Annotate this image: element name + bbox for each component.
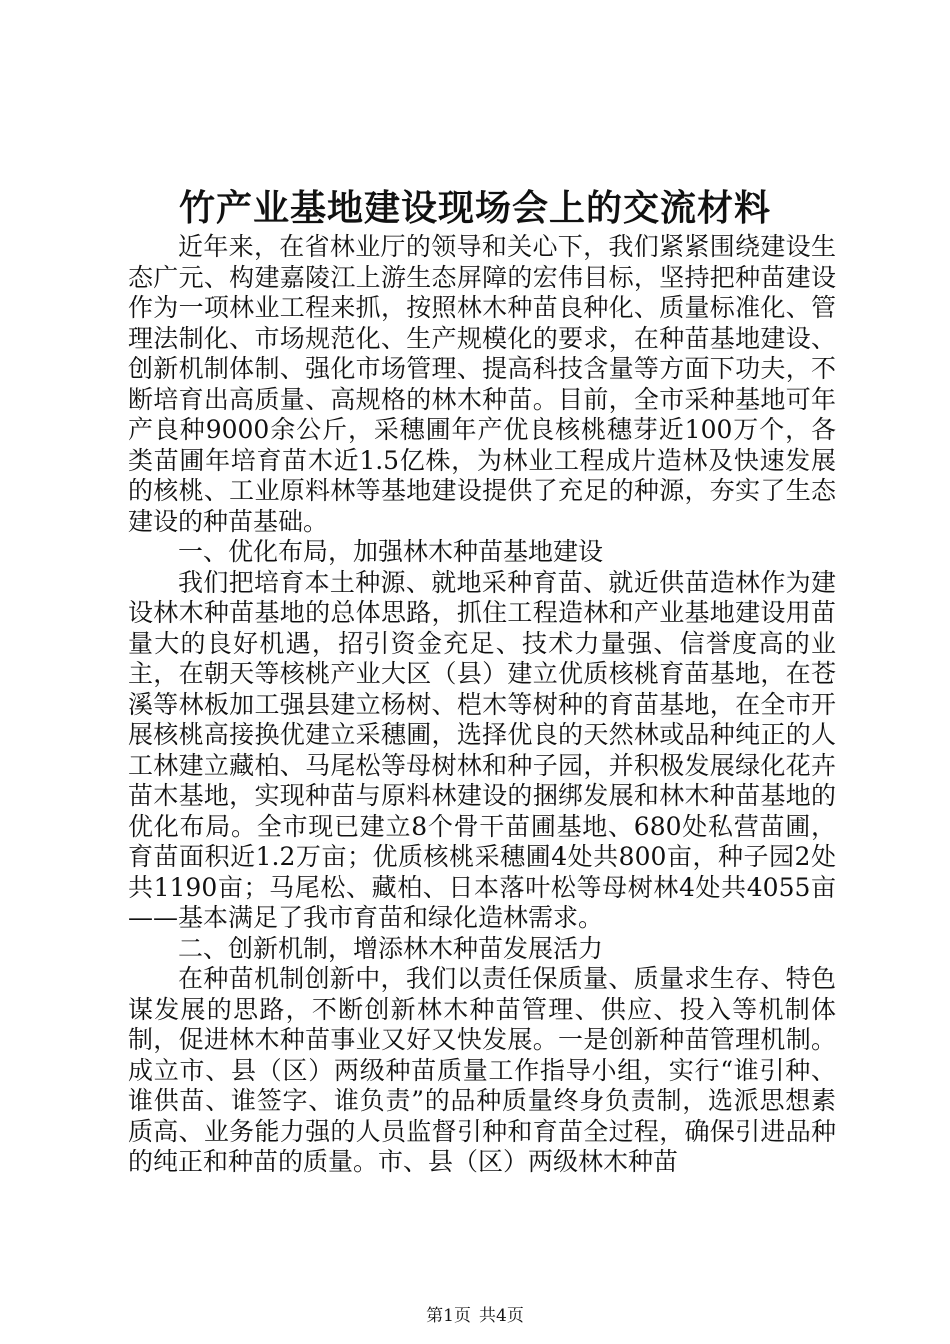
page-number: 第1页 xyxy=(426,1306,471,1326)
page-total: 共4页 xyxy=(479,1306,524,1326)
paragraph-intro: 近年来，在省林业厅的领导和关心下，我们紧紧围绕建设生态广元、构建嘉陵江上游生态屏障的宏伟目标，坚持把种苗建设作为一项林业工程来抓，按照林木种苗良种化、质量标准化、管理法制化、市场规范化、生产规模化的要求，在种苗基地建设、创新机制体制、强化市场管理、提高科技含量等方面下功夫，不断培育出高质量、高规格的林木种苗。目前，全市采种基地可年产良种9000余公斤，采穗圃年产优良核桃穗芽近100万个，各类苗圃年培育苗木近1.5亿株，为林业工程成片造林及快速发展的核桃、工业原料林等基地建设提供了充足的种源，夯实了生态建设的种苗基础。 xyxy=(128,232,836,536)
page-footer xyxy=(0,1305,950,1327)
section-heading-1: 一、优化布局，加强林木种苗基地建设 xyxy=(178,537,604,566)
paragraph-section-2: 在种苗机制创新中，我们以责任保质量、质量求生存、特色谋发展的思路，不断创新林木种苗管理、供应、投入等机制体制，促进林木种苗事业又好又快发展。一是创新种苗管理机制。成立市、县（区）两级种苗质量工作指导小组，实行“谁引种、谁供苗、谁签字、谁负责”的品种质量终身负责制，选派思想素质高、业务能力强的人员监督引种和育苗全过程，确保引进品种的纯正和种苗的质量。市、县（区）两级林木种苗 xyxy=(128,964,836,1176)
document-title: 竹产业基地建设现场会上的交流材料 xyxy=(178,187,771,229)
document-body xyxy=(128,232,836,1178)
paragraph-section-1: 我们把培育本土种源、就地采种育苗、就近供苗造林作为建设林木种苗基地的总体思路，抓住工程造林和产业基地建设用苗量大的良好机遇，招引资金充足、技术力量强、信誉度高的业主，在朝天等核桃产业大区（县）建立优质核桃育苗基地，在苍溪等林板加工强县建立杨树、桤木等树种的育苗基地，在全市开展核桃高接换优建立采穗圃，选择优良的天然林或品种纯正的人工林建立藏柏、马尾松等母树林和种子园，并积极发展绿化花卉苗木基地，实现种苗与原料林建设的捆绑发展和林木种苗基地的优化布局。全市现已建立8个骨干苗圃基地、680处私营苗圃，育苗面积近1.2万亩；优质核桃采穗圃4处共800亩，种子园2处共1190亩；马尾松、藏柏、日本落叶松等母树林4处共4055亩——基本满足了我市育苗和绿化造林需求。 xyxy=(128,567,836,932)
section-heading-2: 二、创新机制，增添林木种苗发展活力 xyxy=(178,933,604,963)
